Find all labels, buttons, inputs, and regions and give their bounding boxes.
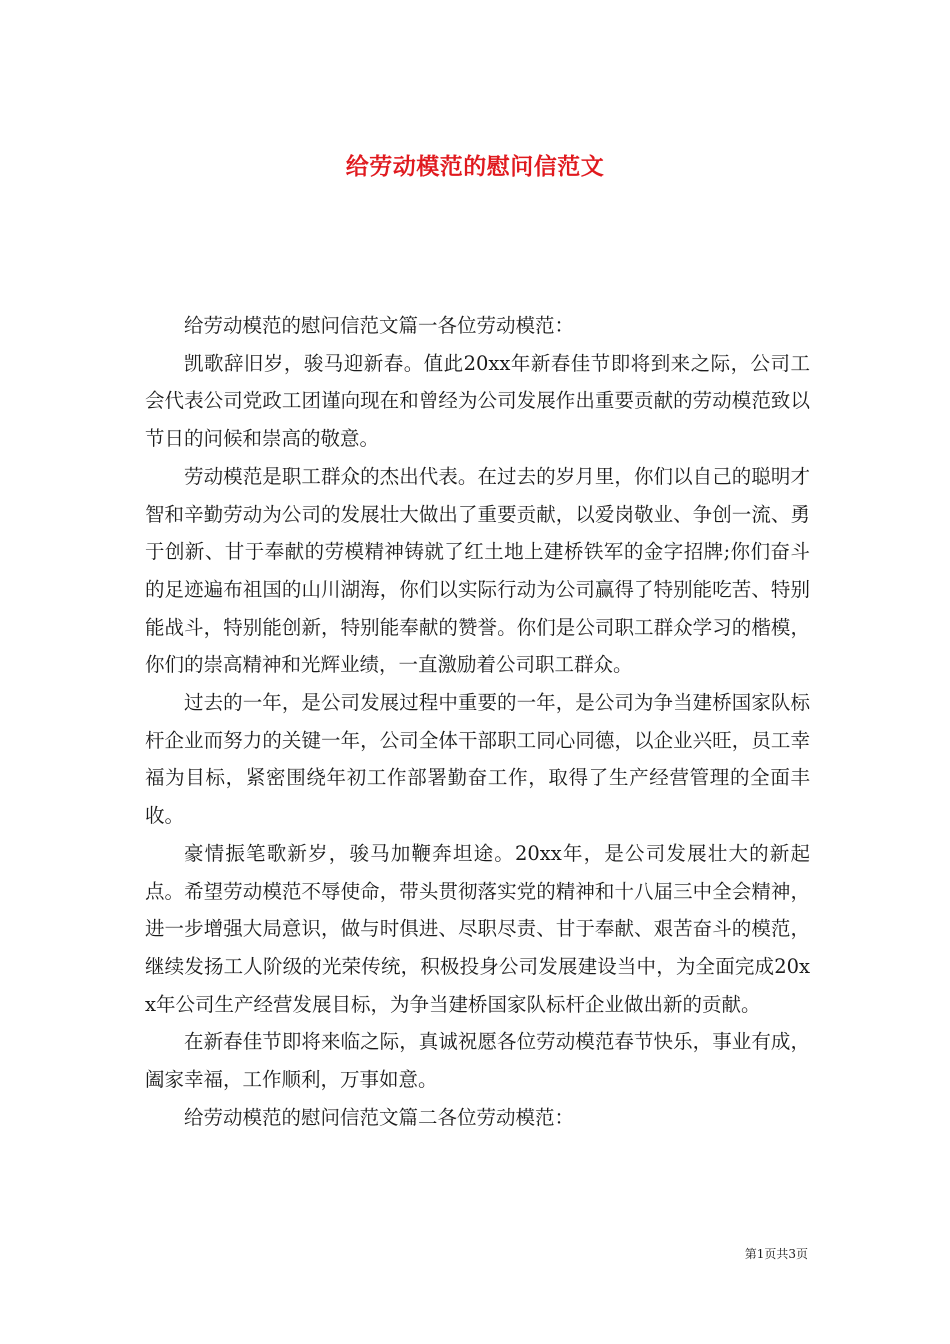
- paragraph-new-year: 凯歌辞旧岁，骏马迎新春。值此20xx年新春佳节即将到来之际，公司工会代表公司党政工团谨向现在和曾经为公司发展作出重要贡献的劳动模范致以节日的问候和崇高的敬意。: [145, 351, 810, 451]
- paragraph-model-workers: 劳动模范是职工群众的杰出代表。在过去的岁月里，你们以自己的聪明才智和辛勤劳动为公司的发展壮大做出了重要贡献，以爱岗敬业、争创一流、勇于创新、甘于奉献的劳模精神铸就了红土地上建桥铁军的金字招牌;你们奋斗的足迹遍布祖国的山川湖海，你们以实际行动为公司赢得了特别能吃苦、特别能战斗，特别能创新，特别能奉献的赞誉。你们是公司职工群众学习的楷模，你们的崇高精神和光辉业绩，一直激励着公司职工群众。: [145, 464, 810, 677]
- paragraph-new-start: 豪情振笔歌新岁，骏马加鞭奔坦途。20xx年，是公司发展壮大的新起点。希望劳动模范不辱使命，带头贯彻落实党的精神和十八届三中全会精神，进一步增强大局意识，做与时俱进、尽职尽责、甘于奉献、艰苦奋斗的模范，继续发扬工人阶级的光荣传统，积极投身公司发展建设当中，为全面完成20xx年公司生产经营发展目标，为争当建桥国家队标杆企业做出新的贡献。: [145, 841, 810, 1016]
- paragraph-wishes: 在新春佳节即将来临之际，真诚祝愿各位劳动模范春节快乐，事业有成，阖家幸福，工作顺利，万事如意。: [145, 1030, 810, 1092]
- paragraph-greeting-1: 给劳动模范的慰问信范文篇一各位劳动模范：: [184, 314, 575, 337]
- document-body: [145, 307, 810, 1136]
- paragraph-past-year: 过去的一年，是公司发展过程中重要的一年，是公司为争当建桥国家队标杆企业而努力的关键一年，公司全体干部职工同心同德，以企业兴旺，员工幸福为目标，紧密围绕年初工作部署勤奋工作，取得了生产经营管理的全面丰收。: [145, 691, 810, 828]
- paragraph-greeting-2: 给劳动模范的慰问信范文篇二各位劳动模范：: [184, 1105, 575, 1129]
- page-title: 给劳动模范的慰问信范文: [345, 153, 605, 181]
- page-number: 第1页共3页: [744, 1247, 808, 1261]
